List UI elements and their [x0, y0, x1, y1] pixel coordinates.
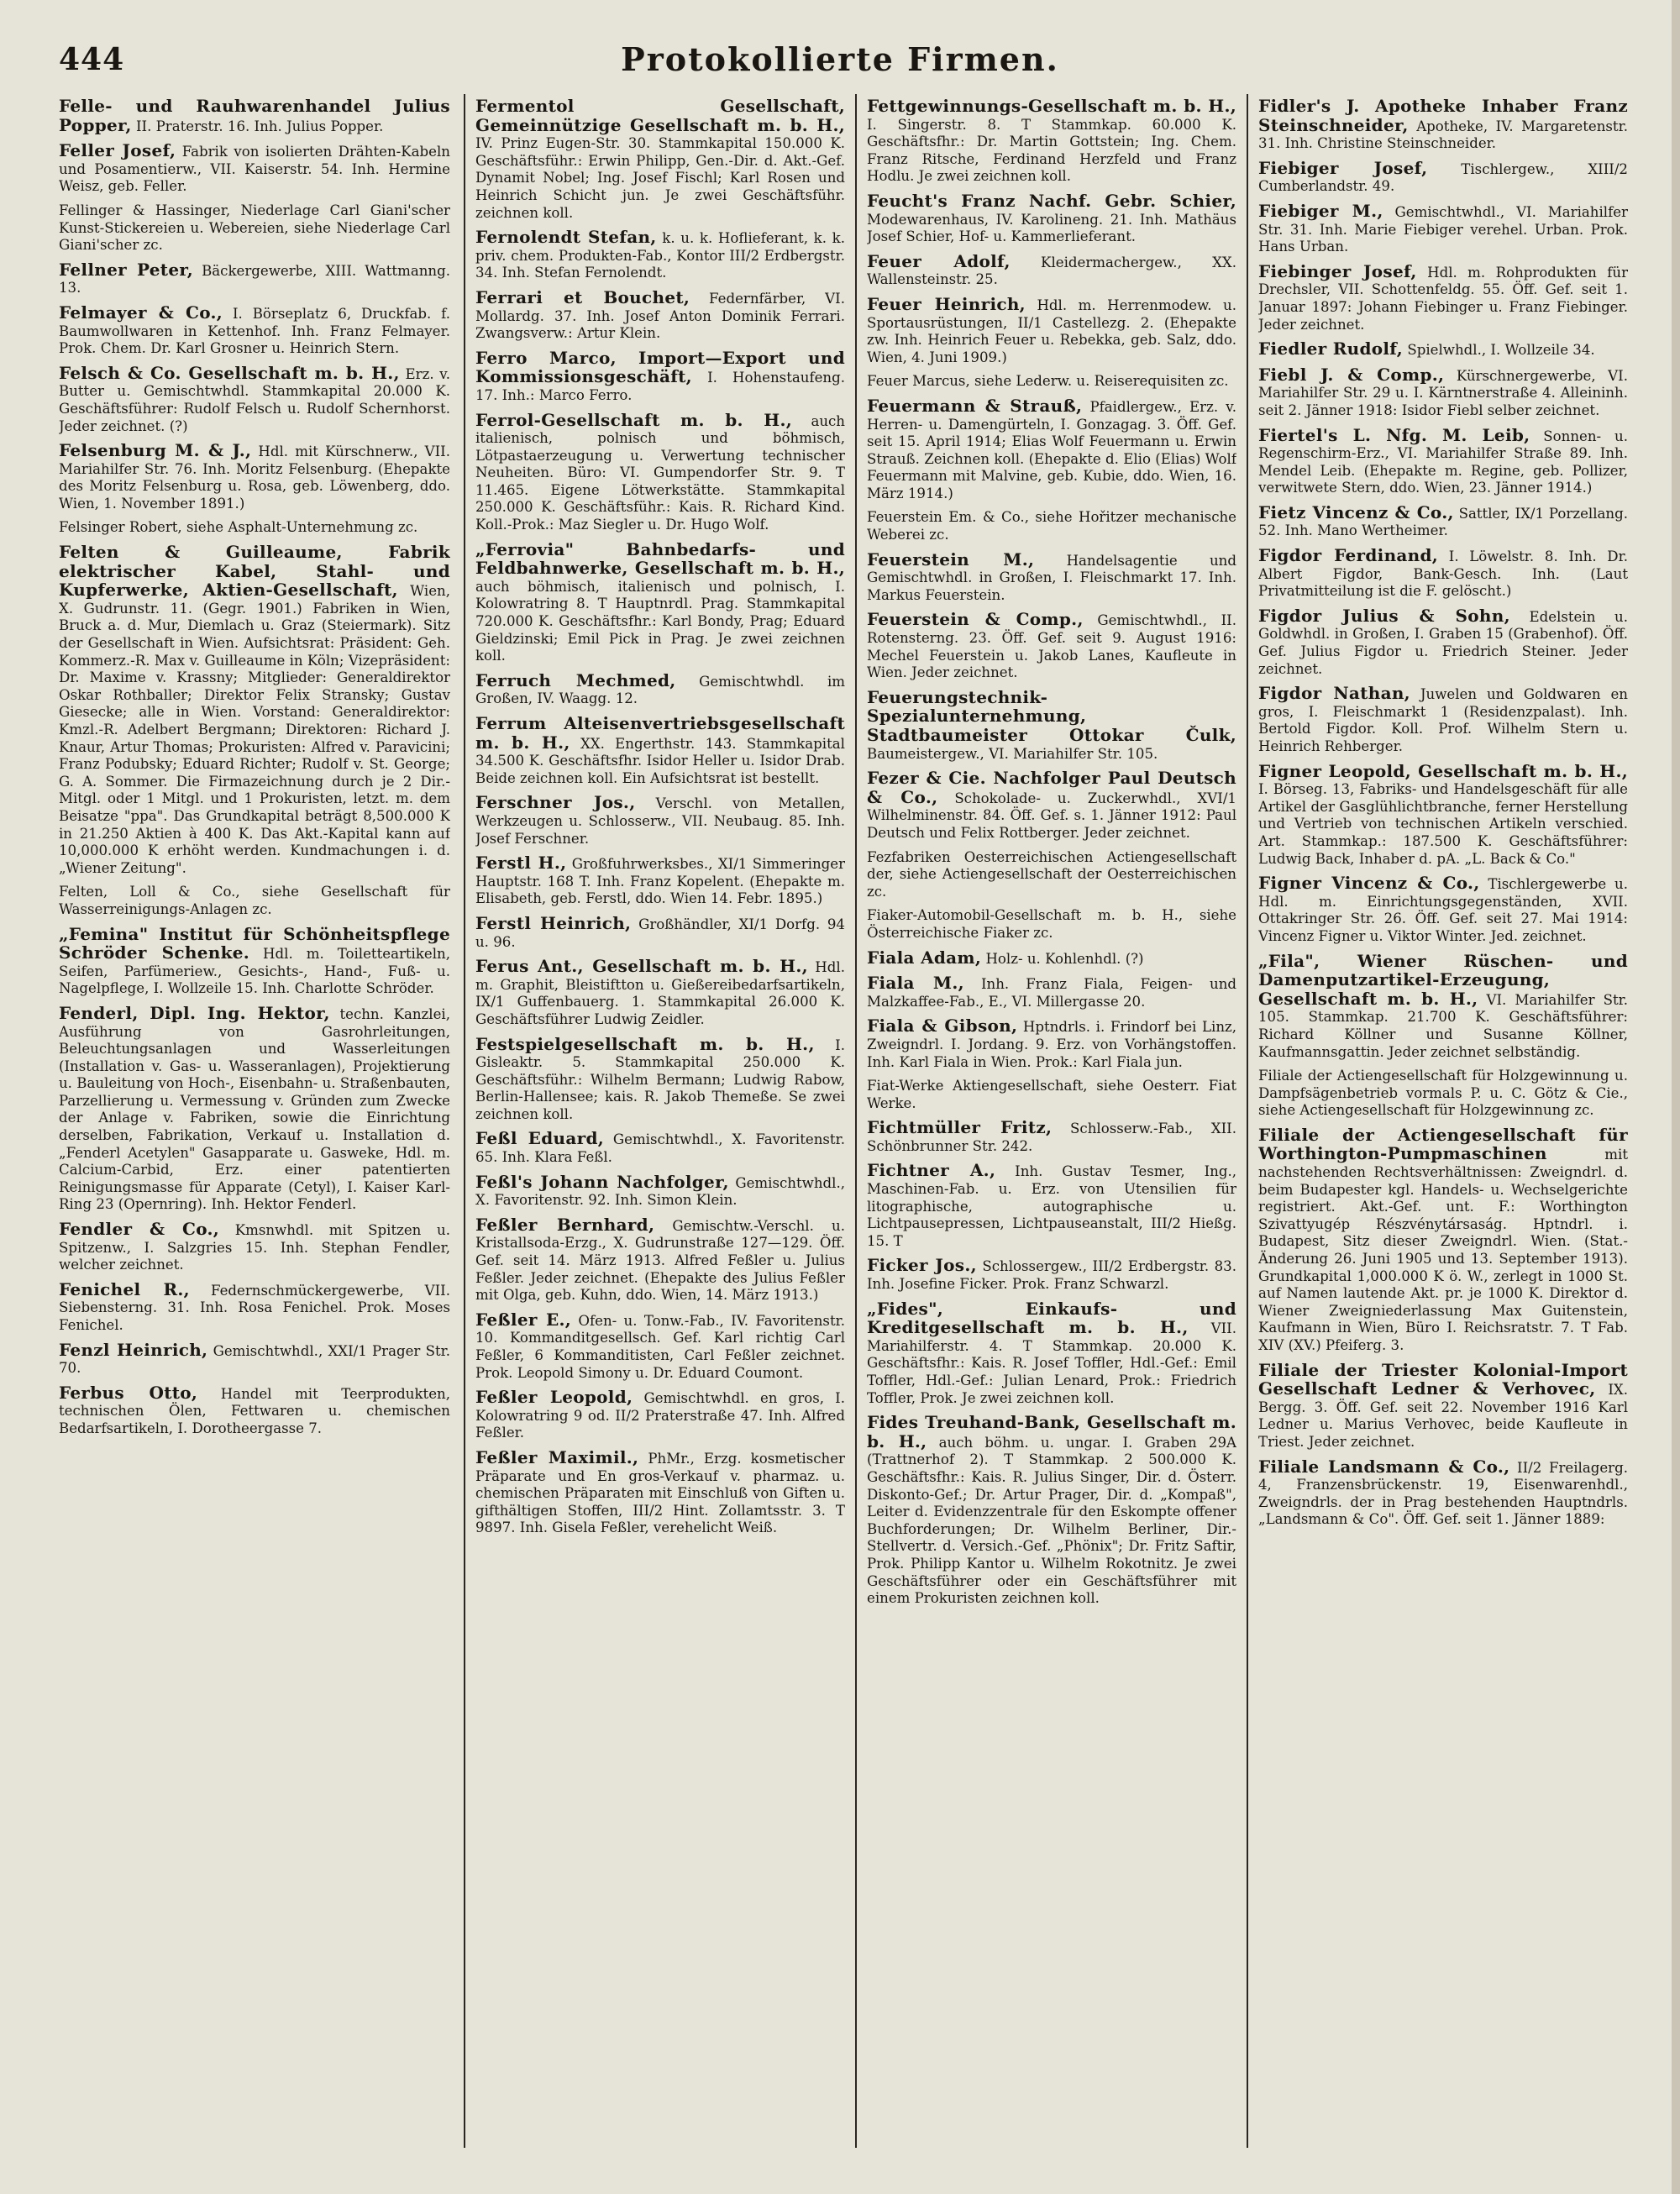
firm-name: Feuerstein M.,: [867, 548, 1035, 569]
firm-details: Baumeistergew., VI. Mariahilfer Str. 105.: [867, 745, 1158, 762]
firm-entry: [1258, 366, 1628, 420]
firm-name: Figner Vincenz & Co.,: [1258, 873, 1480, 894]
firm-details: Großfuhrwerksbes., XI/1 Simmeringer Hauptstr. 168 T. Inh. Franz Kopelent. (Ehepakte m. Elisabeth, geb. Ferstl, ddo. Wien 14. Febr. 1895.): [475, 856, 845, 907]
firm-details: Wien, X. Gudrunstr. 11. (Gegr. 1901.) Fabriken in Wien, Bruck a. d. Mur, Diemlach u. Graz (Steiermark). Sitz der Gesellschaft in Wien. Aufsichtsrat: Präsident: Geh. Kommerz.-R. Max v. Guilleaume in Köln; Vizepräsident: Dr. Maxime v. Krassny; Mitglieder: Generaldirektor Oskar Rothballer; Direktor Felix Stransky; Gustav Giesecke; alle in Wien. Vorstand: Generaldirektor: Kmzl.-R. Adelbert Bergmann; Direktoren: Richard J. Knaur, Artur Thomas; Prokuristen: Alfred v. Paravicini; Franz Podubsky; Eduard Richter; Rudolf v. St. George; G. A. Sommer. Die Firmazeichnung durch je 2 Dir.-Mitgl. oder 1 Mitgl. und 1 Prokuristen, letzt. m. dem Beisatze "ppa". Das Grundkapital beträgt 8,500.000 K in 21.250 Aktien à 400 K. Das Akt.-Kapital kann auf 10,000.000 K erhöht werden. Kundmachungen i. d. „Wiener Zeitung".: [59, 583, 450, 876]
firm-details: I. Börseg. 13, Fabriks- und Handelsgeschäft für alle Artikel der Gasglühlichtbranche, ferner Herstellung und Vertrieb von technischen Artikeln verschied. Art. Stammkap.: 187.500 K. Geschäftsführer: Ludwig Back, Inhaber d. pA. „L. Back & Co.": [1258, 781, 1628, 867]
firm-name: Fermentol Gesellschaft, Gemeinnützige Gesellschaft m. b. H.,: [475, 97, 845, 135]
firm-details: Pfaidlergew., Erz. v. Herren- u. Damengürteln, I. Gonzagag. 3. Öff. Gef. seit 15. April 1914; Elias Wolf Feuermann u. Erwin Strauß. Zeichnen koll. (Ehepakte d. Elio (Elias) Wolf Feuermann mit Malvine, geb. Kubie, ddo. Wien, 16. März 1914.): [867, 398, 1236, 501]
firm-entry: [59, 1002, 450, 1214]
firm-entry: [475, 1033, 845, 1124]
page-edge-shadow: [1672, 0, 1680, 2194]
firm-name: Fernolendt Stefan,: [475, 227, 657, 248]
column-divider: [1247, 94, 1248, 2148]
firm-details: Fellinger & Hassinger, Niederlage Carl Giani'scher Kunst-Stickereien u. Webereien, siehe Niederlage Carl Giani'scher zc.: [59, 202, 450, 254]
firm-name: Fides Treuhand-Bank, Gesellschaft m. b. H.,: [867, 1412, 1236, 1451]
firm-details: Feuerstein Em. & Co., siehe Hořitzer mechanische Weberei zc.: [867, 509, 1236, 543]
firm-details: Federnfärber, VI. Mollardg. 37. Inh. Josef Anton Dominik Ferrari. Zwangsverw.: Artur Klein.: [475, 290, 845, 342]
firm-details: I. Börseplatz 6, Druckfab. f. Baumwollwaren in Kettenhof. Inh. Franz Felmayer. Prok. Chem. Dr. Karl Grosner u. Heinrich Stern.: [59, 305, 450, 357]
firm-details: Tischlergewerbe u. Hdl. m. Einrichtungsgegenständen, XVII. Ottakringer Str. 26. Öff. Gef. seit 27. Mai 1914: Vincenz Figner u. Viktor Winter. Jed. zeichnet.: [1258, 876, 1628, 944]
firm-entry: [1258, 760, 1628, 869]
firm-details: Schokolade- u. Zuckerwhdl., XVI/1 Wilhelminenstr. 84. Öff. Gef. s. 1. Jänner 1912: Paul Deutsch und Felix Rottberger. Jeder zeichnet.: [867, 790, 1236, 841]
firm-entry: [867, 769, 1236, 842]
firm-details: VI. Mariahilfer Str. 105. Stammkap. 21.700 K. Geschäftsführer: Richard Köllner und Susanne Köllner, Kaufmannsgattin. Jeder zeichnet selbständig.: [1258, 991, 1628, 1060]
firm-name: Festspielgesellschaft m. b. H.,: [475, 1033, 815, 1054]
firm-entry: [475, 97, 845, 222]
firm-details: IX. Bergg. 3. Öff. Gef. seit 22. November 1916 Karl Ledner u. Marius Verhovec, beide Kaufleute in Triest. Jeder zeichnet.: [1258, 1382, 1628, 1450]
firm-details: XX. Engerthstr. 143. Stammkapital 34.500 K. Geschäftsfhr. Isidor Heller u. Isidor Drab. Beide zeichnen koll. Ein Aufsichtsrat ist bestellt.: [475, 735, 845, 786]
column-2: [475, 97, 845, 2147]
firm-name: „Femina" Institut für Schönheitspflege Schröder Schenke.: [59, 923, 450, 963]
firm-entry: [59, 362, 450, 435]
firm-name: Fichtner A.,: [867, 1160, 996, 1181]
firm-entry: [475, 1130, 845, 1166]
firm-name: Ferrari et Bouchet,: [475, 286, 690, 307]
page-title: Protokollierte Firmen.: [621, 40, 1059, 78]
firm-name: Ferstl Heinrich,: [475, 912, 632, 933]
firm-entry: [59, 923, 450, 998]
firm-entry: [1258, 874, 1628, 945]
firm-details: auch böhmisch, italienisch und polnisch, I. Kolowratring 8. T Hauptnrdl. Prag. Stammkapital 720.000 K. Geschäftsfhr.: Karl Bondy, Prag; Eduard Gieldzinski; Emil Pick in Prag. Je zwei zeichnen koll.: [475, 578, 845, 664]
firm-name: Figdor Nathan,: [1258, 683, 1410, 704]
firm-details: Schlosserw.-Fab., XII. Schönbrunner Str. 242.: [867, 1121, 1236, 1154]
firm-details: II. Praterstr. 16. Inh. Julius Popper.: [135, 118, 384, 134]
firm-entry: [475, 669, 845, 708]
firm-entry: [867, 1162, 1236, 1250]
firm-name: Feßler E.,: [475, 1309, 572, 1330]
firm-entry: [1258, 1068, 1628, 1120]
firm-entry: [475, 794, 845, 848]
firm-name: „Fides", Einkaufs- und Kreditgesellschaft m. b. H.,: [867, 1298, 1236, 1338]
firm-details: Schlossergew., III/2 Erdbergstr. 83. Inh. Josefine Ficker. Prok. Franz Schwarzl.: [867, 1258, 1236, 1293]
firm-entry: [59, 543, 450, 877]
firm-details: Hptndrls. i. Frindorf bei Linz, Zweigndrl. I. Jordang. 9. Erz. von Vorhängstoffen. Inh. Karl Fiala in Wien. Prok.: Karl Fiala jun.: [867, 1019, 1236, 1070]
firm-details: Gemischtwhdl., VI. Mariahilfer Str. 31. Inh. Marie Fiebiger verehel. Urban. Prok. Hans Urban.: [1258, 203, 1628, 255]
firm-name: Figner Leopold, Gesellschaft m. b. H.,: [1258, 760, 1628, 781]
firm-details: Gemischtwhdl., X. Favoritenstr. 92. Inh. Simon Klein.: [475, 1174, 845, 1209]
firm-details: Spielwhdl., I. Wollzeile 34.: [1407, 342, 1595, 359]
firm-details: Inh. Gustav Tesmer, Ing., Maschinen-Fab. u. Erz. von Utensilien für litographische, autographische u. Lichtpausepressen, Lichtpauseanstalt, III/2 Hießg. 15. T: [867, 1163, 1236, 1249]
firm-details: Fabrik von isolierten Drähten-Kabeln und Posamentierw., VII. Kaiserstr. 54. Inh. Hermine Weisz, geb. Feller.: [59, 144, 450, 195]
firm-entry: [867, 974, 1236, 1010]
firm-entry: [475, 1446, 845, 1537]
firm-details: Handelsagentie und Gemischtwhdl. in Großen, I. Fleischmarkt 17. Inh. Markus Feuerstein.: [867, 552, 1236, 603]
firm-entry: [1258, 157, 1628, 196]
firm-name: Fiedler Rudolf,: [1258, 339, 1404, 360]
firm-entry: [867, 1119, 1236, 1155]
firm-entry: [867, 397, 1236, 503]
firm-name: Feßl Eduard,: [475, 1128, 604, 1149]
firm-entry: [475, 1216, 845, 1304]
firm-entry: [1258, 607, 1628, 678]
firm-entry: [475, 349, 845, 405]
firm-name: Fichtmüller Fritz,: [867, 1117, 1053, 1138]
firm-name: Fenzl Heinrich,: [59, 1339, 208, 1360]
firm-name: Fidler's J. Apotheke Inhaber Franz Steinschneider,: [1258, 97, 1628, 135]
firm-entry: [59, 304, 450, 358]
firm-name: Fiala & Gibson,: [867, 1016, 1018, 1037]
firm-entry: [1258, 1359, 1628, 1451]
firm-details: Sattler, IX/1 Porzellang. 52. Inh. Mano Wertheimer.: [1258, 505, 1628, 539]
firm-details: Holz- u. Kohlenhdl. (?): [985, 950, 1144, 967]
firm-name: Ferbus Otto,: [59, 1382, 198, 1403]
firm-entry: [1258, 547, 1628, 601]
firm-name: Fiebiger M.,: [1258, 200, 1383, 221]
firm-entry: [475, 538, 845, 665]
firm-entry: [59, 1220, 450, 1274]
firm-details: Kürschnergewerbe, VI. Mariahilfer Str. 29 u. I. Kärntnerstraße 4. Alleininh. seit 2. Jänner 1918: Isidor Fiebl selber zeichnet.: [1258, 367, 1628, 418]
firm-name: Fenichel R.,: [59, 1278, 190, 1299]
firm-entry: [867, 1017, 1236, 1071]
firm-details: Hdl. m. Graphit, Bleistiftton u. Gießereibedarfsartikeln, IX/1 Guffenbauerg. 1. Stammkapital 26.000 K. Geschäftsführer Ludwig Zeidler.: [475, 959, 845, 1027]
page-number: 444: [59, 42, 125, 77]
firm-details: Fiaker-Automobil-Gesellschaft m. b. H., siehe Österreichische Fiaker zc.: [867, 907, 1236, 941]
firm-entry: [1258, 340, 1628, 360]
firm-details: Gemischtwhdl., XXI/1 Prager Str. 70.: [59, 1342, 450, 1377]
firm-details: Gemischtwhdl., X. Favoritenstr. 65. Inh. Klara Feßl.: [475, 1131, 845, 1166]
firm-details: I. Löwelstr. 8. Inh. Dr. Albert Figdor, Bank-Gesch. Inh. (Laut Privatmitteilung ist die F. gelöscht.): [1258, 548, 1628, 600]
firm-entry: [475, 1388, 845, 1442]
firm-entry: [1258, 1126, 1628, 1355]
firm-details: mit nachstehenden Rechtsverhältnissen: Zweigndrl. d. beim Budapester kgl. Handels- u. Wechselgerichte registriert. Akt.-Gef. unt. F.: Worthington Szivattyugép Részvénytársaság. Hptndrl. i. Budapest, Sitz dieser Zweigndrl. Wien. (Stat.-Änderung 26. Juni 1905 und 13. September 1913). Grundkapital 1,000.000 K ö. W., zerlegt in 1000 St. auf Namen lautende Akt. pr. je 1000 K. Direktor d. Wiener Zweigniederlassung Max Guitenstein, Kaufmann in Wien, Büro I. Reichsratstr. 7. T Fab. XIV (XV.) Pfeiferg. 3.: [1258, 1147, 1628, 1353]
firm-details: Hdl. m. Toiletteartikeln, Seifen, Parfümeriew., Gesichts-, Hand-, Fuß- u. Nagelpflege, I. Wollzeile 15. Inh. Charlotte Schröder.: [59, 946, 450, 997]
firm-details: Verschl. von Metallen, Werkzeugen u. Schlosserw., VII. Neubaug. 85. Inh. Josef Ferschner.: [475, 795, 845, 847]
firm-details: PhMr., Erzg. kosmetischer Präparate und En gros-Verkauf v. pharmaz. u. chemischen Präparaten mit Einschluß von Giften u. gifthältigen Stoffen, III/2 Hint. Zollamtsstr. 3. T 9897. Inh. Gisela Feßler, verehelicht Weiß.: [475, 1450, 845, 1536]
firm-entry: [867, 250, 1236, 289]
firm-name: Fiala Adam,: [867, 947, 982, 968]
firm-name: Fiebiger Josef,: [1258, 157, 1428, 178]
firm-entry: [475, 1173, 845, 1210]
firm-details: Gemischtw.-Verschl. u. Kristallsoda-Erzg., X. Gudrunstraße 127—129. Öff. Gef. seit 14. März 1913. Alfred Feßler u. Julius Feßler. Jeder zeichnet. (Ehepakte des Julius Feßler mit Olga, geb. Kuhn, ddo. Wien, 14. März 1913.): [475, 1217, 845, 1304]
firm-details: Kmsnwhdl. mit Spitzen u. Spitzenw., I. Salzgries 15. Inh. Stephan Fendler, welcher zeichnet.: [59, 1222, 450, 1273]
firm-details: I. Gisleaktr. 5. Stammkapital 250.000 K. Geschäftsführ.: Wilhelm Bermann; Ludwig Rabow, Berlin-Hallensee; kais. R. Jakob Themeße. Se zwei zeichnen koll.: [475, 1037, 845, 1122]
firm-entry: [59, 202, 450, 255]
firm-name: Fiertel's L. Nfg. M. Leib,: [1258, 424, 1530, 445]
firm-details: VII. Mariahilferstr. 4. T Stammkap. 20.000 K. Geschäftsfhr.: Kais. R. Josef Toffler, Hdl.-Gef.: Emil Toffler, Hdl.-Gef.: Julian Lenard, Prok.: Friedrich Toffler, Prok. Je zwei zeichnen koll.: [867, 1320, 1236, 1406]
firm-name: Ferro Marco, Import—Export und Kommissionsgeschäft,: [475, 347, 845, 387]
firm-details: Juwelen und Goldwaren en gros, I. Fleischmarkt 1 (Residenzpalast). Inh. Bertold Figdor. Koll. Prof. Wilhelm Stern u. Heinrich Rehberger.: [1258, 686, 1628, 754]
firm-name: Fettgewinnungs-Gesellschaft m. b. H.,: [867, 97, 1236, 116]
firm-entry: [475, 912, 845, 951]
firm-name: Feuer Heinrich,: [867, 293, 1026, 314]
firm-name: Feßl's Johann Nachfolger,: [475, 1171, 729, 1192]
firm-details: Gemischtwhdl. im Großen, IV. Waagg. 12.: [475, 673, 845, 707]
firm-name: Fiala M.,: [867, 973, 964, 994]
firm-details: Tischlergew., XIII/2 Cumberlandstr. 49.: [1258, 160, 1628, 195]
firm-entry: [59, 442, 450, 512]
firm-details: Erz. v. Butter u. Gemischtwhdl. Stammkapital 20.000 K. Geschäftsführer: Rudolf Felsch u. Rudolf Schernhorst. Jeder zeichnet. (?): [59, 365, 450, 434]
column-divider: [855, 94, 857, 2148]
firm-details: k. u. k. Hoflieferant, k. k. priv. chem. Produkten-Fab., Kontor III/2 Erdbergstr. 34. Inh. Stefan Fernolendt.: [475, 230, 845, 281]
firm-entry: [867, 293, 1236, 366]
firm-name: Feuerstein & Comp.,: [867, 609, 1084, 630]
firm-name: Feßler Leopold,: [475, 1387, 633, 1408]
firm-name: Fenderl, Dipl. Ing. Hektor,: [59, 1002, 330, 1023]
firm-entry: [59, 1384, 450, 1438]
firm-entry: [59, 142, 450, 196]
firm-name: Filiale Landsmann & Co.,: [1258, 1456, 1510, 1477]
firm-entry: [59, 261, 450, 297]
firm-entry: [475, 409, 845, 534]
firm-details: Felsinger Robert, siehe Asphalt-Unternehmung zc.: [59, 519, 418, 536]
column-1: [59, 97, 450, 2147]
firm-name: Felten & Guilleaume, Fabrik elektrischer Kabel, Stahl- und Kupferwerke, Aktien-Gesellschaft,: [59, 542, 450, 601]
firm-details: Großhändler, XI/1 Dorfg. 94 u. 96.: [475, 916, 845, 950]
firm-details: Hdl. m. Herrenmodew. u. Sportausrüstungen, II/1 Castellezg. 2. (Ehepakte zw. Inh. Heinrich Feuer u. Rebekka, geb. Salz, ddo. Wien, 4. Juni 1909.): [867, 297, 1236, 365]
firm-name: Fendler & Co.,: [59, 1219, 220, 1240]
firm-details: I. Hohenstaufeng. 17. Inh.: Marco Ferro.: [475, 370, 845, 403]
firm-entry: [59, 97, 450, 135]
firm-details: IV. Prinz Eugen-Str. 30. Stammkapital 150.000 K. Geschäftsführ.: Erwin Philipp, Gen.-Dir. d. Akt.-Gef. Dynamit Nobel; Ing. Josef Fischl; Karl Rosen und Heinrich Schicht jun. Je zwei Geschäftsführ. zeichnen koll.: [475, 135, 845, 221]
firm-details: Felten, Loll & Co., siehe Gesellschaft für Wasserreinigungs-Anlagen zc.: [59, 884, 450, 917]
firm-name: Ferschner Jos.,: [475, 792, 636, 813]
firm-details: Kleidermachergew., XX. Wallensteinstr. 25.: [867, 254, 1236, 288]
firm-name: Filiale der Actiengesellschaft für Worthington-Pumpmaschinen: [1258, 1124, 1628, 1164]
firm-name: Felmayer & Co.,: [59, 302, 223, 323]
firm-name: „Ferrovia" Bahnbedarfs- und Feldbahnwerke, Gesellschaft m. b. H.,: [475, 538, 845, 579]
firm-entry: [1258, 501, 1628, 540]
firm-details: Modewarenhaus, IV. Karolineng. 21. Inh. Mathäus Josef Schier, Hof- u. Kammerlieferant.: [867, 211, 1236, 245]
firm-name: Feßler Bernhard,: [475, 1214, 655, 1235]
firm-entry: [867, 611, 1236, 681]
firm-entry: [867, 1414, 1236, 1608]
firm-entry: [867, 97, 1236, 186]
firm-entry: [867, 1257, 1236, 1293]
firm-details: techn. Kanzlei, Ausführung von Gasrohrleitungen, Beleuchtungsanlagen und Wasserleitungen (Installation v. Gas- u. Wasseranlagen), Projektierung u. Bauleitung von Hoch-, Eisenbahn- u. Straßenbauten, Parzellierung u. Vermessung v. Gründen zum Zwecke der Anlage v. Fabriken, sowie die Einrichtung derselben, Fabrikation, Verkauf u. Installation d. „Fenderl Acetylen" Gasapparate u. Gasweke, Hdl. m. Calcium-Carbid, Erz. einer patentierten Reinigungsmasse für Apparate (Cetyl), I. Kaiser Karl-Ring 23 (Opernring). Inh. Hektor Fenderl.: [59, 1005, 450, 1213]
firm-entry: [475, 228, 845, 282]
firm-details: Gemischtwhdl. en gros, I. Kolowratring 9 od. II/2 Praterstraße 47. Inh. Alfred Feßler.: [475, 1390, 845, 1441]
firm-name: Feuermann & Strauß,: [867, 395, 1083, 416]
firm-details: Apotheke, IV. Margaretenstr. 31. Inh. Christine Steinschneider.: [1258, 118, 1628, 152]
firm-entry: [59, 1341, 450, 1378]
firm-entry: [1258, 97, 1628, 153]
firm-details: Fiat-Werke Aktiengesellschaft, siehe Oesterr. Fiat Werke.: [867, 1078, 1236, 1111]
firm-name: Fiebinger Josef,: [1258, 260, 1417, 281]
firm-entry: [59, 884, 450, 918]
firm-details: Inh. Franz Fiala, Feigen- und Malzkaffee-Fab., E., VI. Millergasse 20.: [867, 976, 1236, 1010]
firm-entry: [867, 686, 1236, 763]
firm-entry: [867, 949, 1236, 968]
firm-entry: [867, 373, 1236, 391]
firm-name: Ferstl H.,: [475, 853, 567, 874]
firm-details: Fezfabriken Oesterreichischen Actiengesellschaft der, siehe Actiengesellschaft der Oesterreichischen zc.: [867, 848, 1236, 900]
firm-details: Edelstein u. Goldwhdl. in Großen, I. Graben 15 (Grabenhof). Öff. Gef. Julius Figdor u. Friedrich Steiner. Jeder zeichnet.: [1258, 608, 1628, 677]
firm-name: Ferrol-Gesellschaft m. b. H.,: [475, 409, 792, 430]
firm-name: Felsenburg M. & J.,: [59, 440, 252, 461]
firm-entry: [1258, 260, 1628, 333]
firm-details: auch böhm. u. ungar. I. Graben 29A (Trattnerhof 2). T Stammkap. 2 500.000 K. Geschäftsfhr.: Kais. R. Julius Singer, Dir. d. Österr. Diskonto-Gef.; Dr. Artur Prager, Dir. d. „Kompaß", Leiter d. Evidenzzentrale für den Eskompte offener Buchforderungen; Dr. Wilhelm Berliner, Dir.-Stellvertr. d. Versich.-Gef. „Phönix"; Dr. Fritz Saftir, Prok. Philipp Kantor u. Wilhelm Rokotnitz. Je zwei Geschäftsführer oder ein Geschäftsführer mit einem Prokuristen zeichnen koll.: [867, 1434, 1236, 1607]
firm-details: Ofen- u. Tonw.-Fab., IV. Favoritenstr. 10. Kommanditgesellsch. Gef. Karl richtig Carl Feßler, 6 Kommanditisten, Carl Feßler zeichnet. Prok. Leopold Simony u. Dr. Eduard Coumont.: [475, 1312, 845, 1381]
firm-name: Ficker Jos.,: [867, 1255, 977, 1276]
firm-entry: [867, 907, 1236, 942]
firm-name: Ferrum Alteisenvertriebsgesellschaft m. b. H.,: [475, 713, 845, 753]
firm-entry: [867, 192, 1236, 246]
firm-entry: [1258, 202, 1628, 256]
firm-name: Feßler Maximil.,: [475, 1446, 639, 1467]
firm-name: Fellner Peter,: [59, 259, 194, 280]
firm-entry: [1258, 950, 1628, 1062]
column-3: [867, 97, 1236, 2147]
firm-entry: [59, 1278, 450, 1335]
firm-name: Felsch & Co. Gesellschaft m. b. H.,: [59, 362, 400, 383]
firm-details: Feuer Marcus, siehe Lederw. u. Reiserequisiten zc.: [867, 373, 1229, 390]
firm-entry: [867, 509, 1236, 543]
firm-entry: [475, 286, 845, 343]
firm-name: Feucht's Franz Nachf. Gebr. Schier,: [867, 190, 1236, 211]
firm-name: Filiale der Triester Kolonial-Import Gesellschaft Ledner & Verhovec,: [1258, 1359, 1628, 1399]
firm-entry: [59, 519, 450, 537]
firm-entry: [867, 548, 1236, 605]
firm-name: Fietz Vincenz & Co.,: [1258, 501, 1454, 522]
firm-details: auch italienisch, polnisch und böhmisch, Lötpastaerzeugung u. Verwertung technischer Neuheiten. Büro: VI. Gumpendorfer Str. 9. T 11.465. Eigene Lötwerkstätte. Stammkapital 250.000 K. Geschäftsführ.: Kais. R. Richard Kind. Koll.-Prok.: Maz Siegler u. Dr. Hugo Wolf.: [475, 412, 845, 533]
firm-details: Gemischtwhdl., II. Rotensterng. 23. Öff. Gef. seit 9. August 1916: Mechel Feuerstein u. Jakob Lanes, Kaufleute in Wien. Jeder zeichnet.: [867, 612, 1236, 681]
firm-entry: [1258, 1458, 1628, 1529]
firm-name: Feuer Adolf,: [867, 250, 1011, 271]
firm-name: Feller Josef,: [59, 140, 176, 161]
firm-entry: [867, 1078, 1236, 1112]
column-4: [1258, 97, 1628, 2147]
column-divider: [464, 94, 465, 2148]
firm-name: Feuerungstechnik-Spezialunternehmung, Stadtbaumeister Ottokar Čulk,: [867, 686, 1236, 745]
firm-name: Fezer & Cie. Nachfolger Paul Deutsch & Co.,: [867, 768, 1236, 807]
firm-name: Figdor Julius & Sohn,: [1258, 605, 1510, 626]
firm-entry: [475, 1311, 845, 1382]
firm-details: Bäckergewerbe, XIII. Wattmanng. 13.: [59, 262, 450, 297]
firm-entry: [1258, 685, 1628, 755]
firm-entry: [867, 1300, 1236, 1408]
firm-details: Hdl. mit Kürschnerw., VII. Mariahilfer Str. 76. Inh. Moritz Felsenburg. (Ehepakte des Moritz Felsenburg u. Rosa, geb. Löwenberg, ddo. Wien, 1. November 1891.): [59, 444, 450, 512]
firm-entry: [867, 849, 1236, 901]
firm-name: Ferus Ant., Gesellschaft m. b. H.,: [475, 956, 808, 977]
firm-details: Hdl. m. Rohprodukten für Drechsler, VII. Schottenfeldg. 55. Öff. Gef. seit 1. Januar 1897: Johann Fiebinger u. Franz Fiebinger. Jeder zeichnet.: [1258, 264, 1628, 333]
firm-entry: [475, 958, 845, 1028]
firm-details: II/2 Freilagerg. 4, Franzensbrückenstr. 19, Eisenwarenhdl., Zweigndrls. der in Prag bestehenden Hauptndrls. „Landsmann & Co". Öff. Gef. seit 1. Jänner 1889:: [1258, 1459, 1628, 1528]
firm-entry: [475, 854, 845, 908]
firm-name: Fiebl J. & Comp.,: [1258, 364, 1445, 385]
firm-details: I. Singerstr. 8. T Stammkap. 60.000 K. Geschäftsfhr.: Dr. Martin Gottstein; Ing. Chem. Franz Ritsche, Ferdinand Herzfeld und Franz Hodlu. Je zwei zeichnen koll.: [867, 116, 1236, 185]
firm-name: Figdor Ferdinand,: [1258, 545, 1439, 566]
firm-details: Handel mit Teerprodukten, technischen Ölen, Fettwaren u. chemischen Bedarfsartikeln, I. Dorotheergasse 7.: [59, 1385, 450, 1436]
firm-entry: [1258, 424, 1628, 497]
firm-name: Felle- und Rauhwarenhandel Julius Popper,: [59, 97, 450, 135]
firm-details: Federnschmückergewerbe, VII. Siebensterng. 31. Inh. Rosa Fenichel. Prok. Moses Fenichel.: [59, 1282, 450, 1333]
firm-name: Ferruch Mechmed,: [475, 669, 676, 690]
firm-details: Filiale der Actiengesellschaft für Holzgewinnung u. Dampfsägenbetrieb vormals P. u. C. Götz & Cie., siehe Actiengesellschaft für Holzgewinnung zc.: [1258, 1068, 1628, 1119]
firm-details: Sonnen- u. Regenschirm-Erz., VI. Mariahilfer Straße 89. Inh. Mendel Leib. (Ehepakte m. Regine, geb. Pollizer, verwitwete Stern, ddo. Wien, 23. Jänner 1914.): [1258, 428, 1628, 496]
firm-name: „Fila", Wiener Rüschen- und Damenputzartikel-Erzeugung, Gesellschaft m. b. H.,: [1258, 950, 1628, 1009]
firm-entry: [475, 715, 845, 787]
